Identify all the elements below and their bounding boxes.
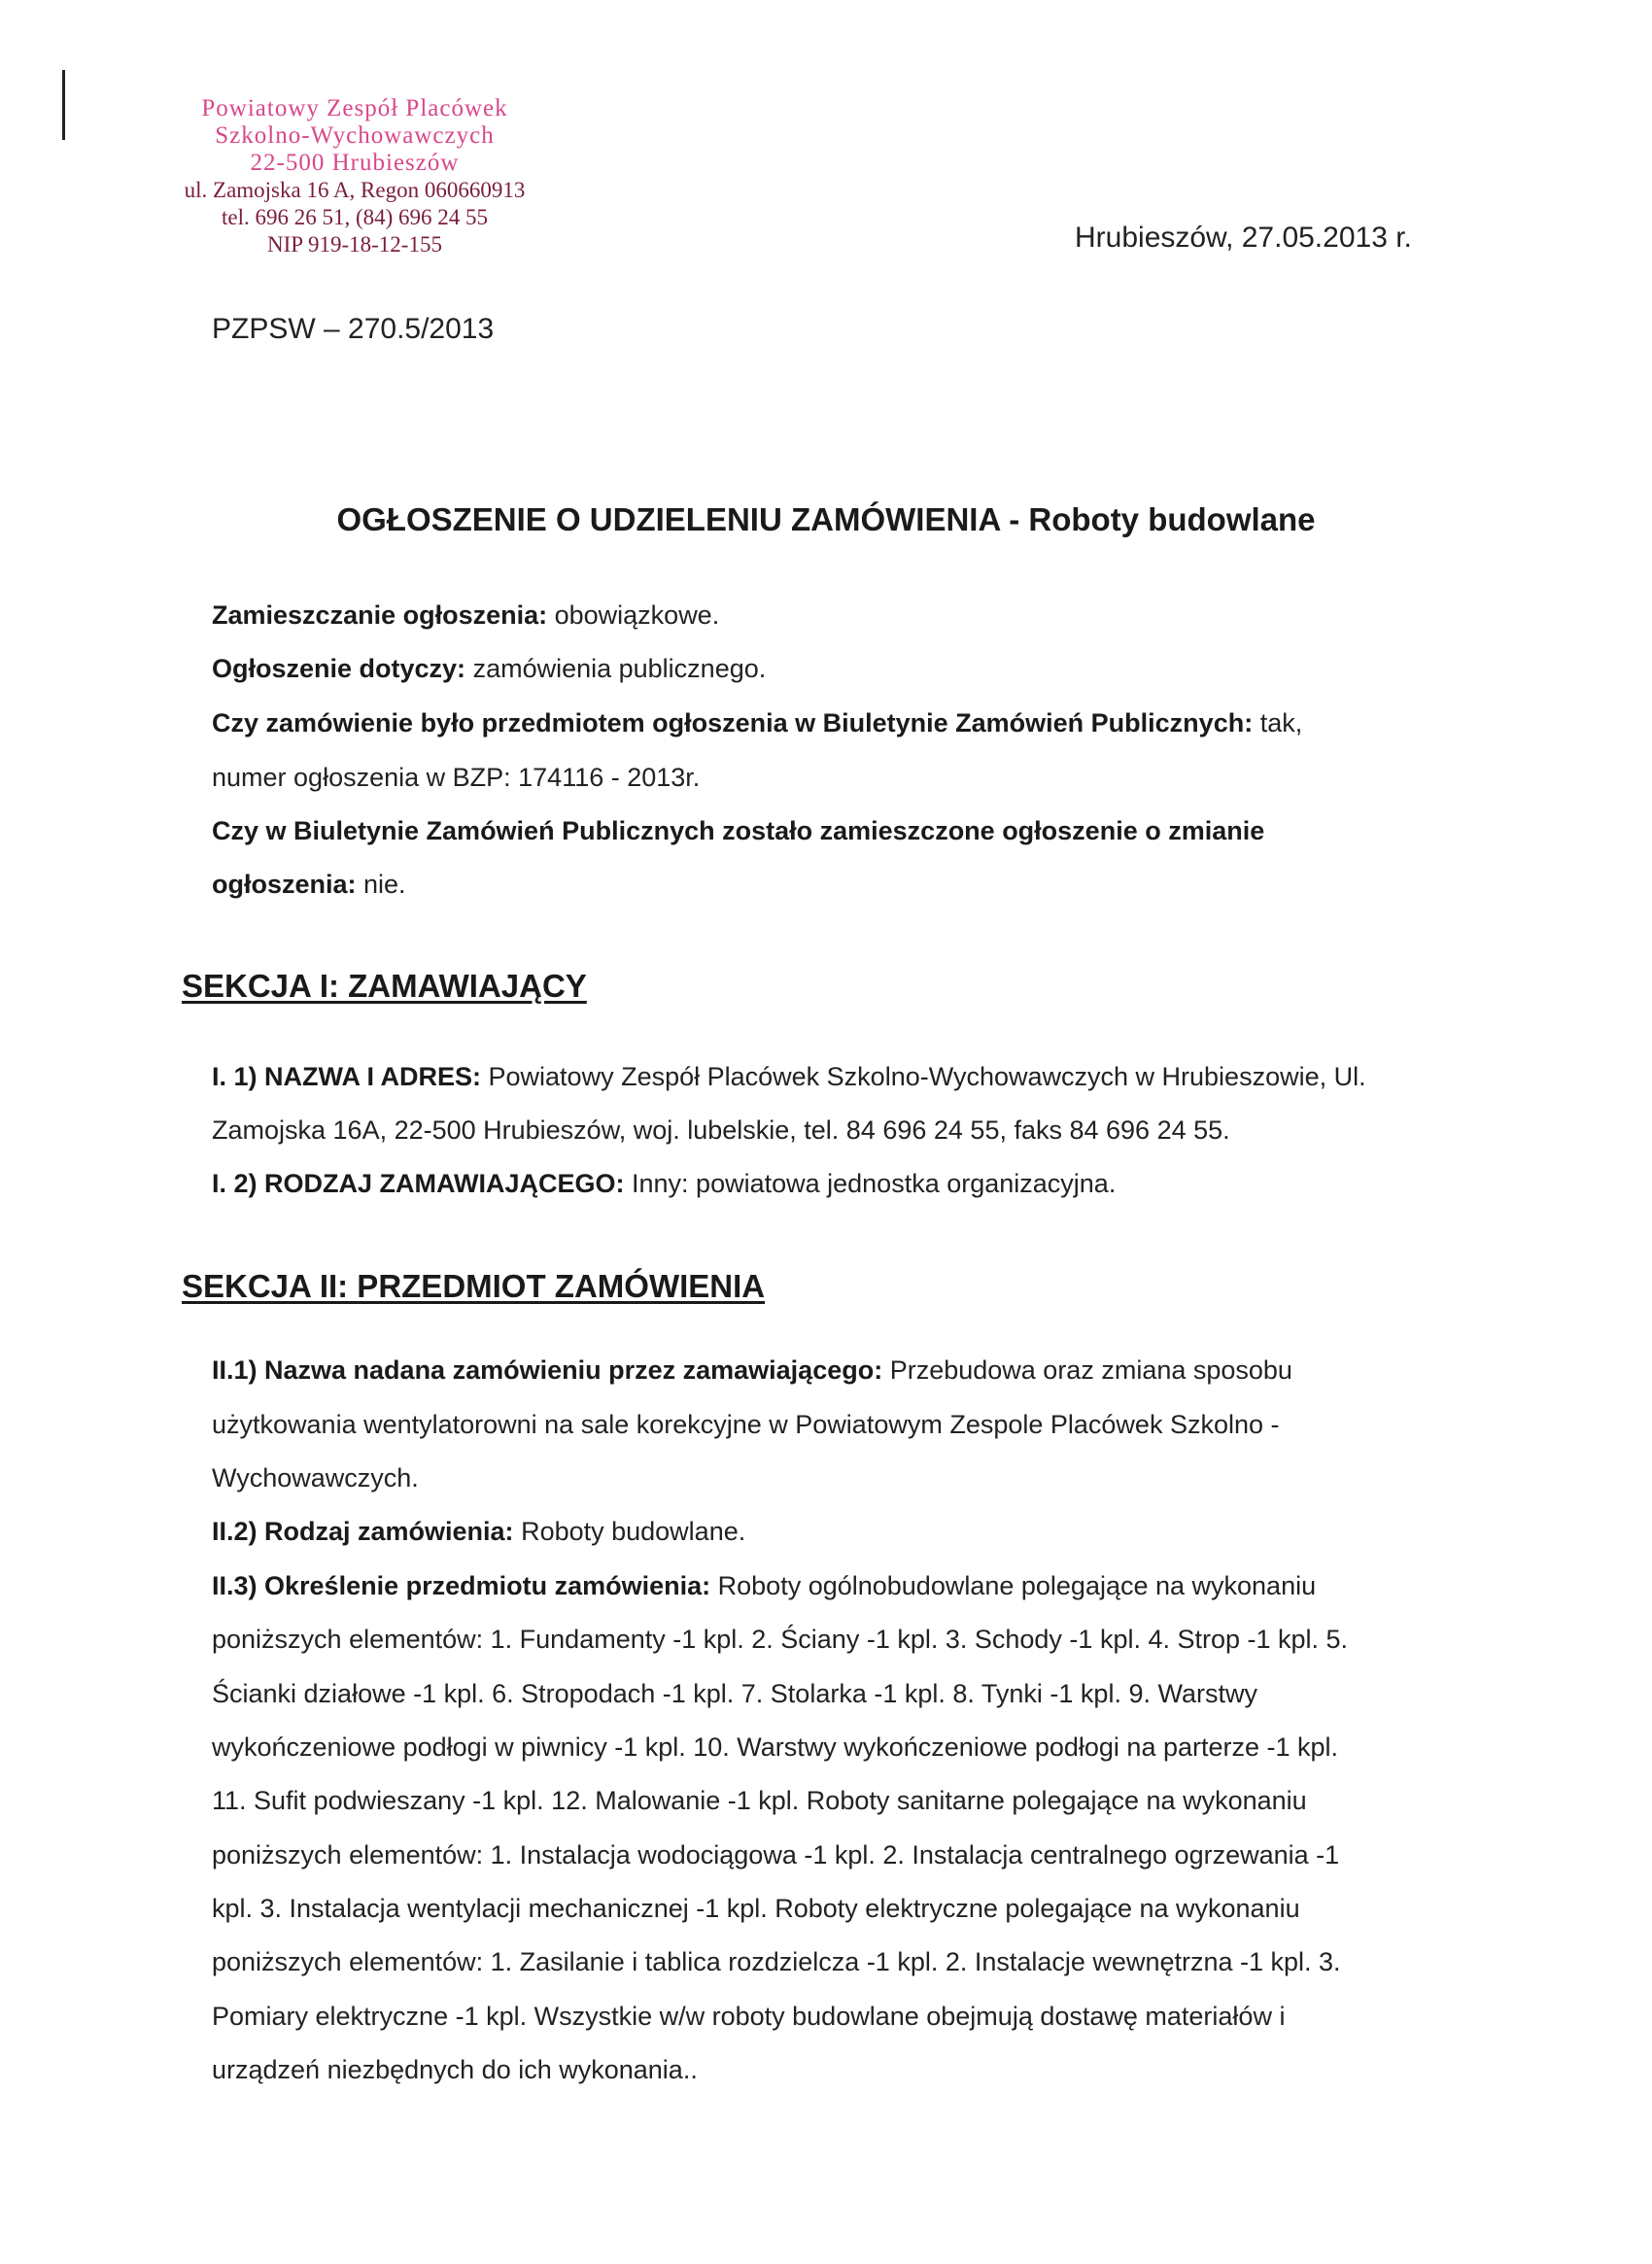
margin-mark bbox=[62, 70, 65, 140]
section-1-name-value-1: Powiatowy Zespół Placówek Szkolno-Wychowawczych w Hrubieszowie, Ul. bbox=[481, 1062, 1366, 1091]
institution-stamp bbox=[165, 95, 544, 258]
scope-line: poniższych elementów: 1. Zasilanie i tablica rozdzielcza -1 kpl. 2. Instalacje wewnętrzna -1 kpl. 3. bbox=[212, 1947, 1341, 1976]
section-2-name-line-2: użytkowania wentylatorowni na sale korekcyjne w Powiatowym Zespole Placówek Szkolno - bbox=[212, 1410, 1280, 1439]
stamp-line-3: 22-500 Hrubieszów bbox=[250, 150, 460, 176]
stamp-line-5: tel. 696 26 51, (84) 696 24 55 bbox=[221, 205, 489, 229]
section-1-heading: SEKCJA I: ZAMAWIAJĄCY bbox=[182, 968, 587, 1004]
section-2-scope-value-1: Roboty ogólnobudowlane polegające na wykonaniu bbox=[710, 1571, 1317, 1600]
section-2-kind-value: Roboty budowlane. bbox=[513, 1517, 746, 1546]
section-1-type-label: I. 2) RODZAJ ZAMAWIAJĄCEGO: bbox=[212, 1169, 625, 1198]
section-2-name-value-1: Przebudowa oraz zmiana sposobu bbox=[882, 1355, 1292, 1385]
section-2-heading: SEKCJA II: PRZEDMIOT ZAMÓWIENIA bbox=[182, 1268, 766, 1304]
scope-line: Pomiary elektryczne -1 kpl. Wszystkie w/w roboty budowlane obejmują dostawę materiałów i bbox=[212, 2002, 1286, 2031]
bzp-line bbox=[212, 708, 1302, 738]
document-date: Hrubieszów, 27.05.2013 r. bbox=[1075, 222, 1412, 254]
scope-line: urządzeń niezbędnych do ich wykonania.. bbox=[212, 2055, 698, 2084]
change-value: nie. bbox=[356, 870, 406, 899]
change-line-2 bbox=[212, 870, 406, 900]
section-2-scope-label: II.3) Określenie przedmiotu zamówienia: bbox=[212, 1571, 711, 1600]
concerns-line bbox=[212, 654, 766, 684]
placement-label: Zamieszczanie ogłoszenia: bbox=[212, 600, 548, 630]
section-2-kind-line bbox=[212, 1517, 745, 1547]
scope-line: 11. Sufit podwieszany -1 kpl. 12. Malowanie -1 kpl. Roboty sanitarne polegające na wykonaniu bbox=[212, 1786, 1307, 1815]
stamp-line-1: Powiatowy Zespół Placówek bbox=[201, 95, 508, 121]
section-2-kind-label: II.2) Rodzaj zamówienia: bbox=[212, 1517, 514, 1546]
section-1-name-line-1 bbox=[212, 1062, 1366, 1092]
change-line-1 bbox=[212, 816, 1264, 846]
change-label-2: ogłoszenia: bbox=[212, 870, 357, 899]
page-title: OGŁOSZENIE O UDZIELENIU ZAMÓWIENIA - Roboty budowlane bbox=[336, 501, 1316, 537]
section-2-name-line-1 bbox=[212, 1355, 1292, 1386]
scope-line: wykończeniowe podłogi w piwnicy -1 kpl. 10. Warstwy wykończeniowe podłogi na parterze -1 kpl. bbox=[212, 1732, 1339, 1762]
concerns-label: Ogłoszenie dotyczy: bbox=[212, 654, 466, 683]
scope-line: poniższych elementów: 1. Fundamenty -1 kpl. 2. Ściany -1 kpl. 3. Schody -1 kpl. 4. Strop -1 kpl. 5. bbox=[212, 1625, 1349, 1654]
bzp-label: Czy zamówienie było przedmiotem ogłoszenia w Biuletynie Zamówień Publicznych: bbox=[212, 708, 1254, 738]
scope-line: poniższych elementów: 1. Instalacja wodociągowa -1 kpl. 2. Instalacja centralnego ogrzewania -1 bbox=[212, 1840, 1340, 1870]
section-2-name-line-3: Wychowawczych. bbox=[212, 1463, 419, 1492]
placement-line bbox=[212, 600, 719, 631]
section-1-name-line-2: Zamojska 16A, 22-500 Hrubieszów, woj. lubelskie, tel. 84 696 24 55, faks 84 696 24 55. bbox=[212, 1115, 1230, 1145]
bzp-number-line: numer ogłoszenia w BZP: 174116 - 2013r. bbox=[212, 763, 701, 792]
section-1-type-value: Inny: powiatowa jednostka organizacyjna. bbox=[624, 1169, 1117, 1198]
section-2-scope-line-1 bbox=[212, 1571, 1316, 1601]
change-label-1: Czy w Biuletynie Zamówień Publicznych zostało zamieszczone ogłoszenie o zmianie bbox=[212, 816, 1265, 845]
scope-line: kpl. 3. Instalacja wentylacji mechanicznej -1 kpl. Roboty elektryczne polegające na wykonaniu bbox=[212, 1894, 1300, 1923]
section-1-name-label: I. 1) NAZWA I ADRES: bbox=[212, 1062, 482, 1091]
bzp-value: tak, bbox=[1253, 708, 1303, 738]
placement-value: obowiązkowe. bbox=[547, 600, 720, 630]
scope-line: Ścianki działowe -1 kpl. 6. Stropodach -1 kpl. 7. Stolarka -1 kpl. 8. Tynki -1 kpl. 9. Warstwy bbox=[212, 1679, 1257, 1708]
stamp-line-2: Szkolno-Wychowawczych bbox=[215, 122, 495, 149]
stamp-line-6: NIP 919-18-12-155 bbox=[267, 232, 442, 257]
reference-number: PZPSW – 270.5/2013 bbox=[212, 313, 495, 345]
concerns-value: zamówienia publicznego. bbox=[465, 654, 767, 683]
section-2-name-label: II.1) Nazwa nadana zamówieniu przez zamawiającego: bbox=[212, 1355, 883, 1385]
section-1-type-line bbox=[212, 1169, 1116, 1199]
stamp-line-4: ul. Zamojska 16 A, Regon 060660913 bbox=[184, 178, 526, 202]
